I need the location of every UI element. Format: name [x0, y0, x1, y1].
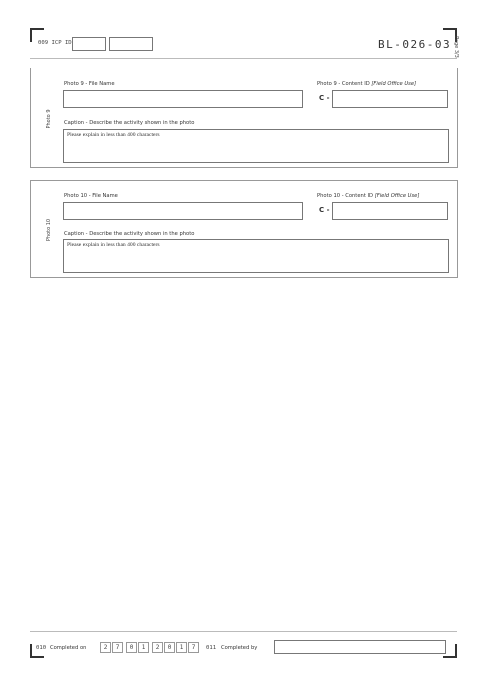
date-day-digit-2[interactable]: 7 [112, 642, 123, 653]
photo-9-caption-label: Caption - Describe the activity shown in the photo [64, 120, 195, 126]
date-month-digit-2[interactable]: 1 [138, 642, 149, 653]
photo-10-caption-label: Caption - Describe the activity shown in the photo [64, 231, 195, 237]
photo-9-caption-input[interactable]: Please explain in less than 400 characters [63, 129, 449, 163]
photo-9-section [30, 68, 458, 168]
photo-9-file-name-label: Photo 9 - File Name [64, 81, 115, 87]
photo-10-content-id-label-text: Photo 10 - Content ID [317, 193, 374, 199]
photo-10-file-name-input[interactable] [63, 202, 303, 220]
date-month-digit-1[interactable]: 0 [126, 642, 137, 653]
photo-10-section [30, 180, 458, 278]
date-year-digit-4[interactable]: 7 [188, 642, 199, 653]
footer-divider [30, 631, 457, 632]
photo-10-content-id-note: [Field Office Use] [374, 193, 420, 199]
photo-10-file-name-label: Photo 10 - File Name [64, 193, 118, 199]
date-year-digit-1[interactable]: 2 [152, 642, 163, 653]
photo-9-content-id-input[interactable] [332, 90, 448, 108]
photo-10-content-id-input[interactable] [332, 202, 448, 220]
photo-9-content-id-label-text: Photo 9 - Content ID [317, 81, 370, 87]
page-number: Page 3/3 [452, 36, 459, 58]
date-year-digit-2[interactable]: 0 [164, 642, 175, 653]
photo-10-caption-input[interactable]: Please explain in less than 400 characters [63, 239, 449, 273]
form-code: BL-026-03 [378, 38, 452, 51]
photo-10-content-id-label [317, 193, 419, 199]
icp-id-field-2[interactable] [109, 37, 153, 51]
photo-9-content-id-label [317, 81, 416, 87]
completed-on-date[interactable] [100, 642, 199, 653]
date-day-digit-1[interactable]: 2 [100, 642, 111, 653]
completed-by-input[interactable] [274, 640, 446, 654]
header-divider [30, 58, 457, 59]
icp-id-label: 009 ICP ID [38, 40, 72, 46]
completed-on-number: 010 [36, 645, 47, 651]
completed-on-label: Completed on [50, 645, 87, 651]
date-year-digit-3[interactable]: 1 [176, 642, 187, 653]
completed-by-number: 011 [206, 645, 217, 651]
completed-by-label: Completed by [221, 645, 258, 651]
photo-10-side-label: Photo 10 [46, 218, 52, 242]
photo-9-side-label: Photo 9 [46, 109, 52, 129]
photo-10-content-id-prefix: C - [319, 206, 330, 214]
photo-9-file-name-input[interactable] [63, 90, 303, 108]
photo-9-content-id-prefix: C - [319, 94, 330, 102]
icp-id-field-1[interactable] [72, 37, 106, 51]
photo-9-content-id-note: [Field Office Use] [371, 81, 417, 87]
